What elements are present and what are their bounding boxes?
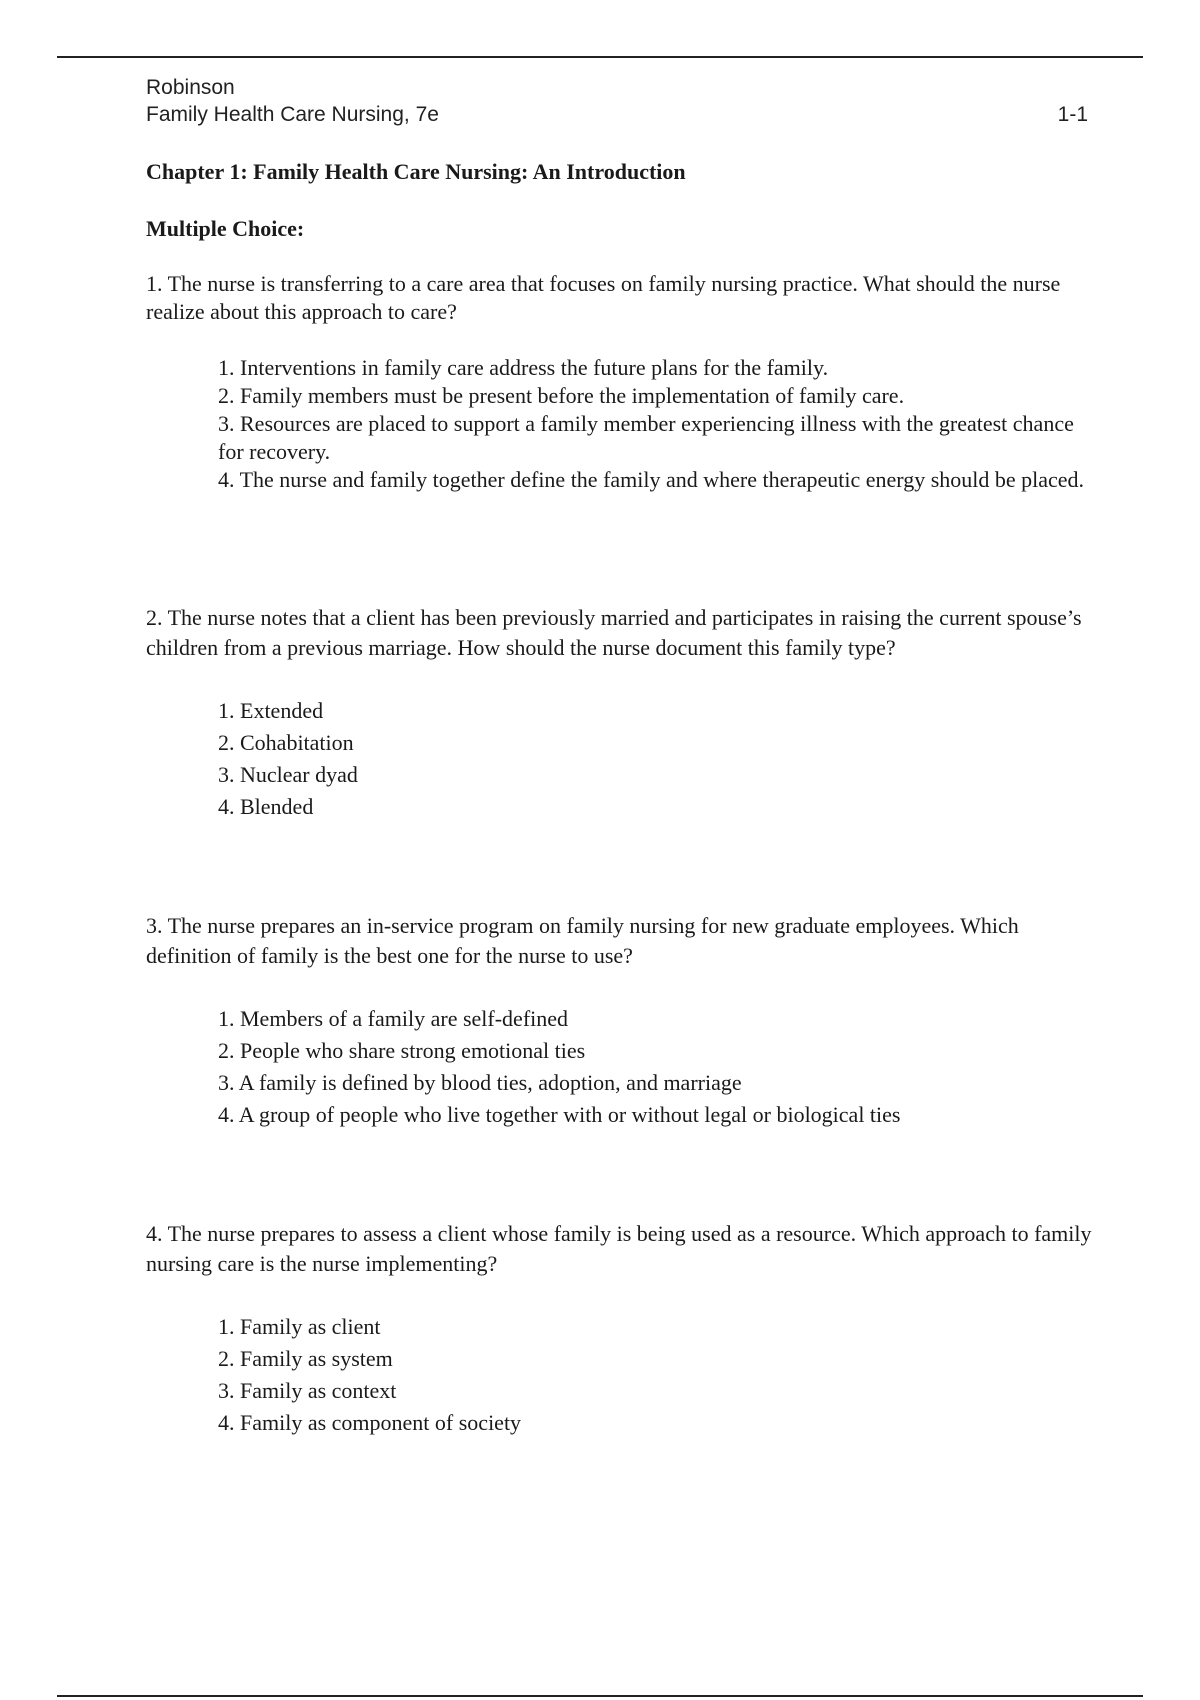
question-stem: 2. The nurse notes that a client has been previously married and participates in raising the current spouse’s children from a previous marriage. How should the nurse document this family type? [146,605,1082,660]
answer-option: 1. Interventions in family care address the future plans for the family. [218,355,829,380]
question-1 [146,270,1096,494]
answer-option: 3. Resources are placed to support a family member experiencing illness with the greatest chance for recovery. [218,411,1074,464]
footer-rule [57,1695,1143,1697]
question-stem: 1. The nurse is transferring to a care area that focuses on family nursing practice. What should the nurse realize about this approach to care? [146,271,1061,324]
chapter-title: Chapter 1: Family Health Care Nursing: An Introduction [146,159,686,184]
answer-option: 4. A group of people who live together with or without legal or biological ties [218,1102,901,1127]
header-rule [57,56,1143,58]
question-4 [146,1219,1096,1439]
header-book-title: Family Health Care Nursing, 7e [146,103,439,126]
question-3 [146,911,1096,1131]
answer-option: 1. Extended [218,698,324,723]
question-stem: 3. The nurse prepares an in-service program on family nursing for new graduate employees. Which definition of family is the best one for the nurse to use? [146,913,1019,968]
answer-option: 4. The nurse and family together define the family and where therapeutic energy should be placed. [218,467,1085,492]
answer-option: 4. Blended [218,794,314,819]
answer-option: 3. A family is defined by blood ties, adoption, and marriage [218,1070,742,1095]
answer-option: 2. Family as system [218,1346,393,1371]
answer-option: 2. Cohabitation [218,730,354,755]
answer-options [146,354,1096,494]
answer-options [146,1003,1096,1131]
answer-options [146,695,1096,823]
answer-option: 3. Nuclear dyad [218,762,358,787]
question-stem: 4. The nurse prepares to assess a client whose family is being used as a resource. Which approach to family nursing care is the nurse implementing? [146,1221,1092,1276]
header-author: Robinson [146,76,235,99]
answer-option: 1. Members of a family are self-defined [218,1006,569,1031]
page-number: 1-1 [1057,103,1088,126]
question-2 [146,603,1096,823]
answer-option: 2. Family members must be present before the implementation of family care. [218,383,905,408]
answer-option: 2. People who share strong emotional ties [218,1038,586,1063]
answer-options [146,1311,1096,1439]
answer-option: 3. Family as context [218,1378,397,1403]
answer-option: 4. Family as component of society [218,1410,522,1435]
answer-option: 1. Family as client [218,1314,381,1339]
section-title: Multiple Choice: [146,216,305,241]
